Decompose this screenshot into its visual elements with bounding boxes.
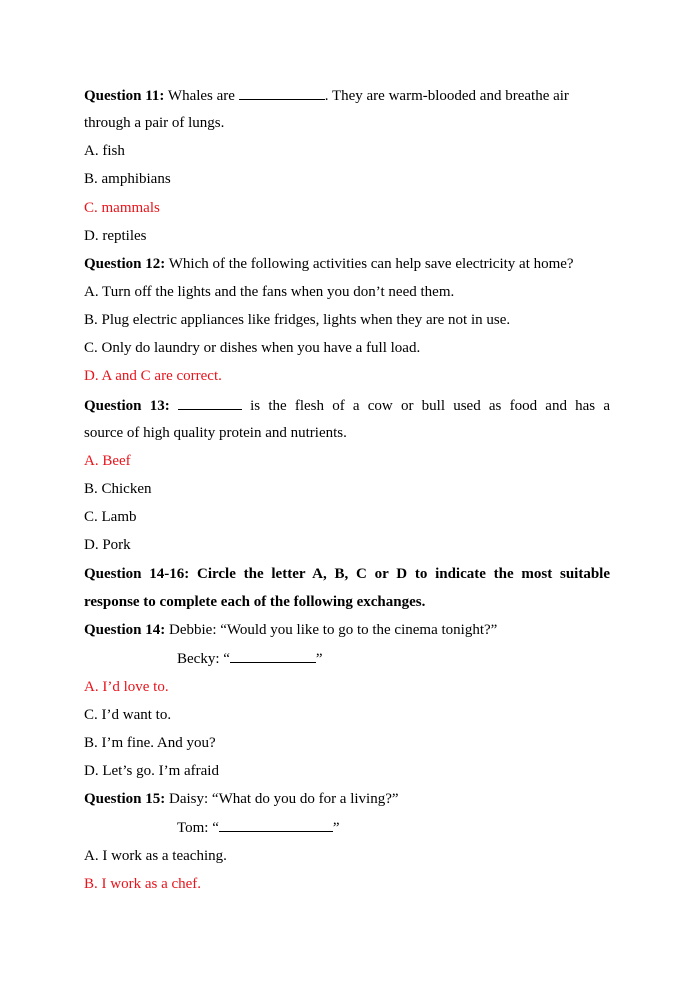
q12-option-b: B. Plug electric appliances like fridges, lights when they are not in use.: [84, 312, 511, 328]
q14-option-b: B. I’m fine. And you?: [84, 735, 216, 751]
q15-stem: Question 15: Daisy: “What do you do for a living?”: [84, 791, 399, 807]
q15-option-a: A. I work as a teaching.: [84, 848, 227, 864]
q15-reply: Tom: “ ”: [177, 820, 340, 836]
q14-blank: [230, 649, 316, 663]
section-instruction-line1: Question 14-16: Circle the letter A, B, C or D to indicate the most suitable: [84, 566, 610, 582]
q14-option-d: D. Let’s go. I’m afraid: [84, 763, 219, 779]
q13-option-b: B. Chicken: [84, 481, 152, 497]
q11-option-c-answer: C. mammals: [84, 200, 160, 216]
q13-option-d: D. Pork: [84, 537, 131, 553]
q13-blank: [178, 396, 242, 410]
q13-stem-line2: source of high quality protein and nutrients.: [84, 425, 347, 441]
q11-stem: Question 11: Whales are . They are warm-blooded and breathe air: [84, 88, 569, 104]
q11-option-d: D. reptiles: [84, 228, 147, 244]
q11-label: Question 11:: [84, 88, 165, 104]
q12-label: Question 12:: [84, 256, 166, 272]
q12-option-c: C. Only do laundry or dishes when you have a full load.: [84, 340, 421, 356]
q12-option-a: A. Turn off the lights and the fans when you don’t need them.: [84, 284, 455, 300]
q13-stem: Question 13: is the flesh of a cow or bull used as food and has a: [84, 398, 610, 414]
q12-stem: Question 12: Which of the following activities can help save electricity at home?: [84, 256, 574, 272]
section-instruction-line2: response to complete each of the following exchanges.: [84, 594, 426, 610]
q11-option-a: A. fish: [84, 143, 125, 159]
q12-option-d-answer: D. A and C are correct.: [84, 368, 222, 384]
q14-label: Question 14:: [84, 622, 166, 638]
q15-blank: [219, 818, 333, 832]
q13-option-c: C. Lamb: [84, 509, 137, 525]
q14-option-a-answer: A. I’d love to.: [84, 679, 169, 695]
q11-option-b: B. amphibians: [84, 171, 171, 187]
q11-blank: [239, 86, 325, 100]
q14-reply: Becky: “ ”: [177, 651, 323, 667]
q14-option-c: C. I’d want to.: [84, 707, 172, 723]
q13-label: Question 13:: [84, 398, 170, 414]
q15-label: Question 15:: [84, 791, 166, 807]
q13-option-a-answer: A. Beef: [84, 453, 131, 469]
q11-stem-line2: through a pair of lungs.: [84, 115, 225, 131]
q14-stem: Question 14: Debbie: “Would you like to go to the cinema tonight?”: [84, 622, 498, 638]
q15-option-b-answer: B. I work as a chef.: [84, 876, 202, 892]
